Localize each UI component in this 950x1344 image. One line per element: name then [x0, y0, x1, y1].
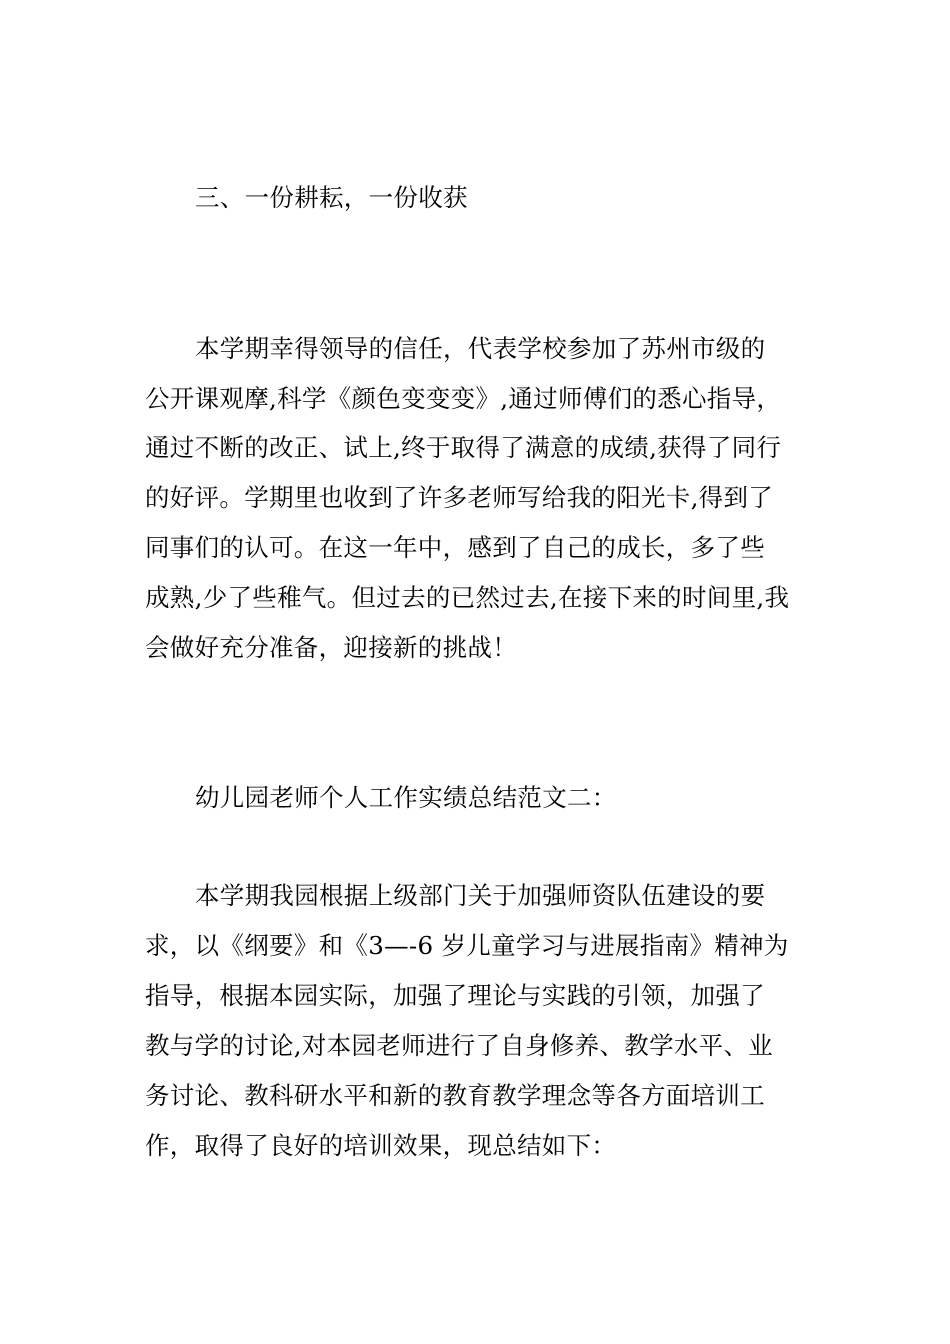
paragraph-1-line: 公开课观摩,科学《颜色变变变》,通过师傅们的悉心指导， [145, 384, 782, 413]
paragraph-1-line: 同事们的认可。在这一年中，感到了自己的成长，多了些 [145, 533, 765, 562]
paragraph-1-line: 本学期幸得领导的信任，代表学校参加了苏州市级的 [195, 334, 766, 363]
paragraph-2-line: 教与学的讨论,对本园老师进行了自身修养、教学水平、业 [145, 1031, 774, 1060]
paragraph-1-line: 成熟,少了些稚气。但过去的已然过去,在接下来的时间里,我 [145, 583, 790, 612]
paragraph-2-line: 本学期我园根据上级部门关于加强师资队伍建设的要 [195, 881, 766, 910]
paragraph-1-line: 会做好充分准备，迎接新的挑战！ [145, 633, 517, 662]
paragraph-2-line: 求，以《纲要》和《3—-6 岁儿童学习与进展指南》精神为 [145, 931, 789, 960]
paragraph-2-line: 作，取得了良好的培训效果，现总结如下： [145, 1131, 617, 1160]
paragraph-1-line: 的好评。学期里也收到了许多老师写给我的阳光卡,得到了 [145, 483, 774, 512]
section-heading: 三、一份耕耘，一份收获 [195, 183, 468, 212]
paragraph-2-line: 务讨论、教科研水平和新的教育教学理念等各方面培训工 [145, 1081, 765, 1110]
article-title: 幼儿园老师个人工作实绩总结范文二： [195, 783, 617, 812]
paragraph-1-line: 通过不断的改正、试上,终于取得了满意的成绩,获得了同行 [145, 433, 782, 462]
paragraph-2-line: 指导，根据本园实际，加强了理论与实践的引领，加强了 [145, 981, 765, 1010]
